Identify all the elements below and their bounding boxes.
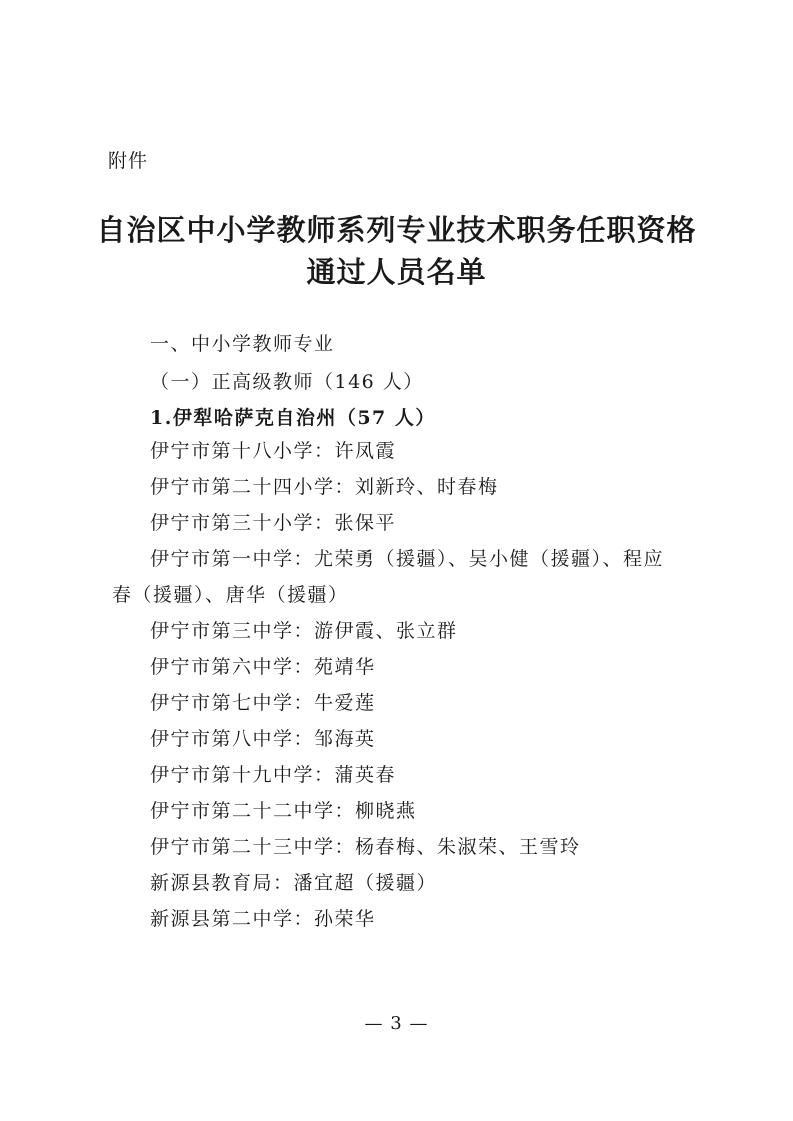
list-item: 新源县教育局：潘宜超（援疆） — [150, 872, 438, 894]
list-item: 伊宁市第十八小学：许凤霞 — [150, 440, 397, 462]
attachment-label: 附件 — [108, 150, 149, 172]
document-title-line-2: 通过人员名单 — [306, 255, 487, 289]
list-item-continuation: 春（援疆）、唐华（援疆） — [112, 584, 349, 606]
list-item: 伊宁市第三中学：游伊霞、张立群 — [150, 620, 458, 642]
list-item: 伊宁市第三十小学：张保平 — [150, 512, 397, 534]
list-item: 伊宁市第六中学：苑靖华 — [150, 656, 376, 678]
page-number: — 3 — — [364, 1013, 429, 1034]
subsection-heading: （一）正高级教师（146 人） — [150, 371, 424, 393]
list-item: 伊宁市第二十四小学：刘新玲、时春梅 — [150, 476, 499, 498]
list-item: 伊宁市第七中学：牛爱莲 — [150, 692, 376, 714]
list-item: 伊宁市第八中学：邹海英 — [150, 728, 376, 750]
list-item: 伊宁市第十九中学：蒲英春 — [150, 764, 397, 786]
document-title-line-1: 自治区中小学教师系列专业技术职务任职资格 — [96, 213, 697, 247]
list-item: 伊宁市第一中学：尤荣勇（援疆）、吴小健（援疆）、程应 — [150, 548, 665, 570]
list-item: 伊宁市第二十三中学：杨春梅、朱淑荣、王雪玲 — [150, 836, 581, 858]
region-heading: 1.伊犁哈萨克自治州（57 人） — [150, 407, 436, 429]
list-item: 伊宁市第二十二中学：柳晓燕 — [150, 800, 417, 822]
section-heading: 一、中小学教师专业 — [150, 333, 335, 355]
list-item: 新源县第二中学：孙荣华 — [150, 908, 376, 930]
